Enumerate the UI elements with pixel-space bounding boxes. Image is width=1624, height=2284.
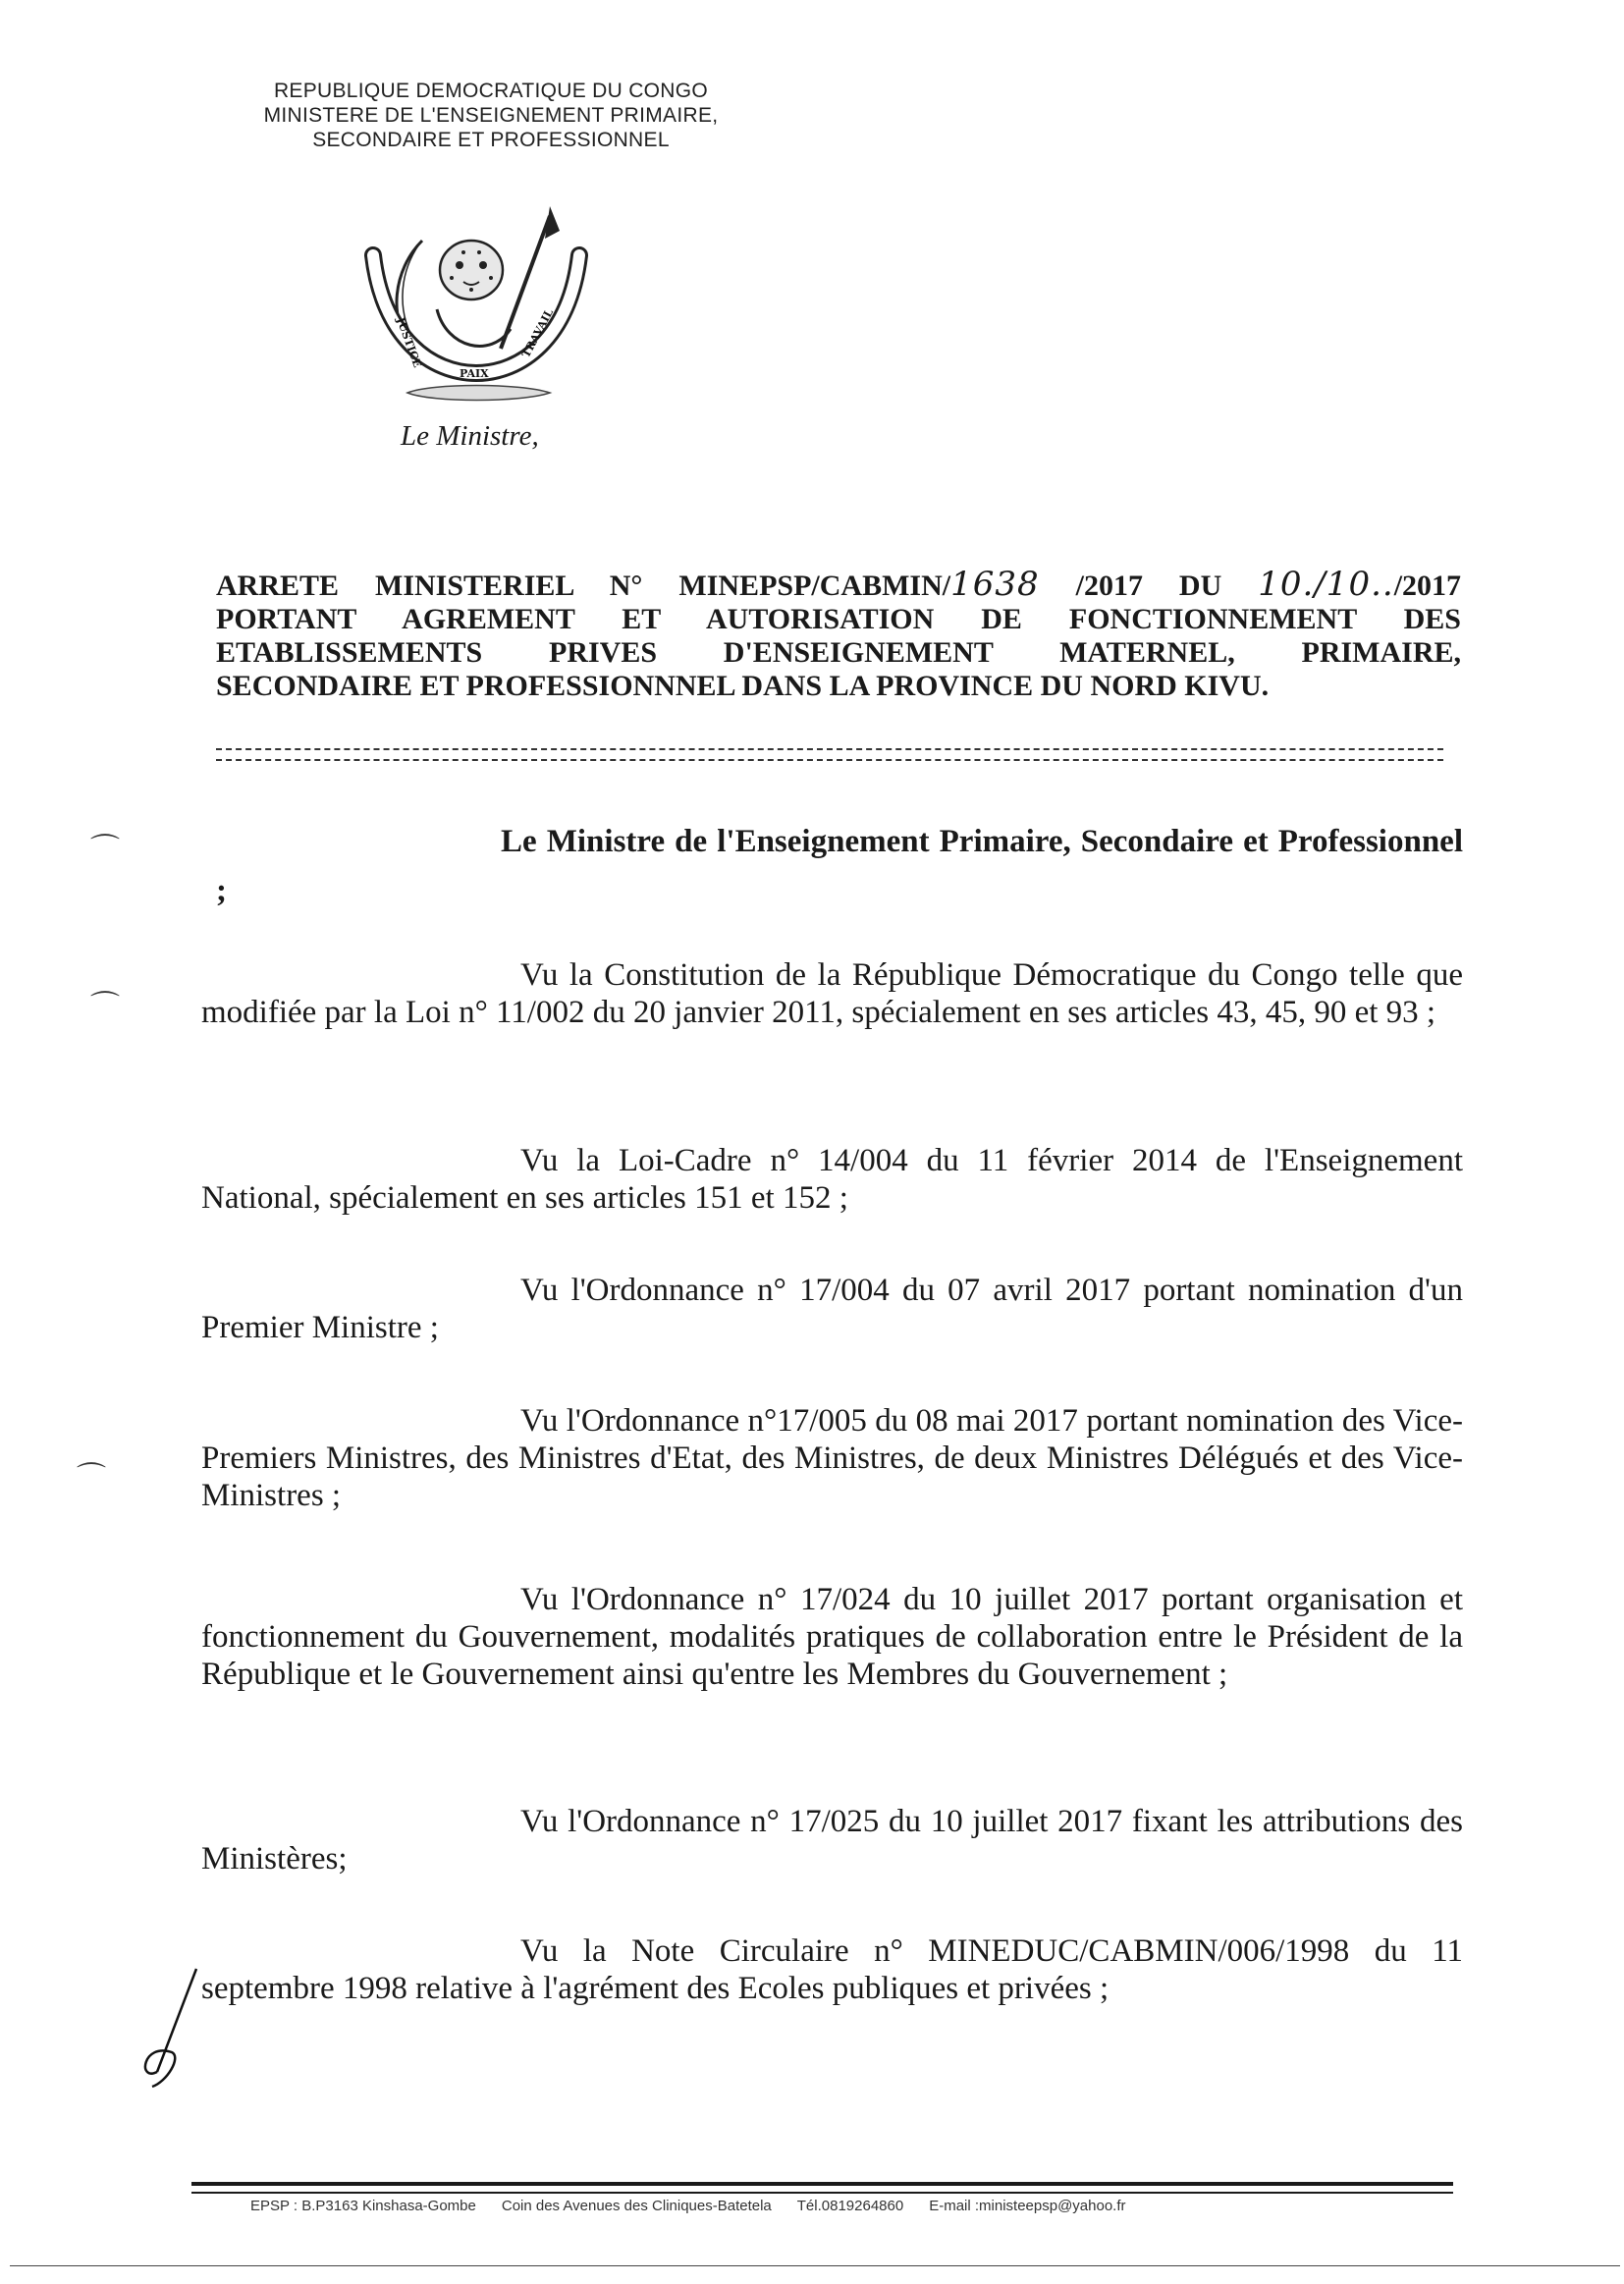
footer-address: EPSP : B.P3163 Kinshasa-Gombe <box>250 2198 476 2214</box>
motto-right: TRAVAIL <box>519 306 557 360</box>
title-underline <box>216 748 1443 761</box>
coat-of-arms-icon <box>353 201 599 417</box>
title-line-4: SECONDAIRE ET PROFESSIONNNEL DANS LA PROVINCE DU NORD KIVU. <box>216 670 1270 702</box>
paragraph-ordonnance-17-024: Vu l'Ordonnance n° 17/024 du 10 juillet 2017 portant organisation et fonctionnement du Gouvernement, modalités pratiques de collaboration entre le Président de la République et le Gouvernement ainsi qu'entre les Membres du Gouvernement ; <box>201 1582 1463 1692</box>
paragraph-ordonnance-17-005: Vu l'Ordonnance n°17/005 du 08 mai 2017 portant nomination des Vice-Premiers Ministres, des Ministres d'Etat, des Ministres, de deux Ministres Délégués et des Vice-Ministres ; <box>201 1403 1463 1513</box>
emblem-drawing <box>353 201 599 417</box>
title-line-3: ETABLISSEMENTS PRIVES D'ENSEIGNEMENT MATERNEL, PRIMAIRE, <box>216 636 1461 669</box>
decree-number-handwritten: 1638 <box>950 565 1040 604</box>
decree-number-prefix: ARRETE MINISTERIEL N° MINEPSP/CABMIN/ <box>216 570 951 602</box>
title-line-1 <box>216 565 1462 604</box>
paragraph-ordonnance-17-025: Vu l'Ordonnance n° 17/025 du 10 juillet 2017 fixant les attributions des Ministères; <box>201 1804 1463 1876</box>
margin-mark: ⌒ <box>90 991 120 1023</box>
decree-title <box>216 565 1462 703</box>
paragraph-note-circulaire: Vu la Note Circulaire n° MINEDUC/CABMIN/006/1998 du 11 septembre 1998 relative à l'agrément des Ecoles publiques et privées ; <box>201 1933 1463 2006</box>
margin-mark: ⌒ <box>90 834 120 866</box>
footer-rule <box>191 2182 1453 2194</box>
minister-heading: Le Ministre de l'Enseignement Primaire, Secondaire et Professionnel ; <box>216 824 1463 908</box>
decree-date-year: /2017 <box>1393 570 1462 602</box>
footer-email: E-mail :ministeepsp@yahoo.fr <box>929 2198 1126 2214</box>
motto-left: JUSTICE <box>394 315 424 370</box>
margin-mark: ⌒ <box>77 1462 106 1495</box>
letterhead-country: REPUBLIQUE DEMOCRATIQUE DU CONGO <box>273 80 709 102</box>
paragraph-ordonnance-17-004: Vu l'Ordonnance n° 17/004 du 07 avril 2017 portant nomination d'un Premier Ministre ; <box>201 1273 1463 1345</box>
motto-center: PAIX <box>460 367 489 380</box>
letterhead <box>206 79 776 152</box>
paragraph-constitution: Vu la Constitution de la République Démocratique du Congo telle que modifiée par la Loi n° 11/002 du 20 janvier 2011, spécialement en ses articles 43, 45, 90 et 93 ; <box>201 957 1463 1030</box>
footer-location: Coin des Avenues des Cliniques-Batetela <box>501 2198 772 2214</box>
letterhead-ministry: MINISTERE DE L'ENSEIGNEMENT PRIMAIRE, <box>263 104 719 127</box>
paragraph-loi-cadre: Vu la Loi-Cadre n° 14/004 du 11 février 2014 de l'Enseignement National, spécialement en ses articles 151 et 152 ; <box>201 1143 1463 1216</box>
decree-date-handwritten: 10./10.. <box>1258 565 1394 604</box>
footer <box>250 2198 1429 2214</box>
title-line-2: PORTANT AGREMENT ET AUTORISATION DE FONCTIONNEMENT DES <box>216 603 1461 635</box>
initial-mark-icon <box>128 1964 216 2096</box>
page-bottom-rule <box>10 2265 1620 2266</box>
footer-phone: Tél.0819264860 <box>796 2198 904 2214</box>
letterhead-ministry-cont: SECONDAIRE ET PROFESSIONNEL <box>312 129 670 151</box>
decree-year-du: /2017 DU <box>1075 570 1222 602</box>
signature-line: Le Ministre, <box>401 420 539 452</box>
